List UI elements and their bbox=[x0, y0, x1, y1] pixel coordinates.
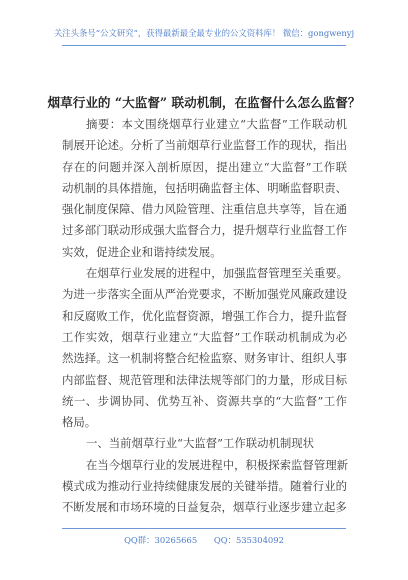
footer-divider bbox=[62, 528, 346, 529]
contact-footer bbox=[0, 534, 408, 546]
paragraph-line: 工作实效，烟草行业建立“大监督”工作联动机制成为必 bbox=[62, 329, 347, 344]
header-divider bbox=[62, 45, 346, 46]
qq-number-text: QQ：535304092 bbox=[213, 535, 284, 545]
paragraph-line: 为进一步落实全面从严治党要求，不断加强党风廉政建设 bbox=[62, 287, 347, 302]
paragraph-line: 存在的问题并深入剖析原因，提出建立“大监督”工作联 bbox=[62, 159, 347, 174]
qq-group-text: QQ群：30265665 bbox=[124, 535, 198, 545]
paragraph-line: 不断发展和市场环境的日益复杂，烟草行业逐步建立起多 bbox=[62, 500, 347, 515]
paragraph-line: 动机制的具体措施，包括明确监督主体、明晰监督职责、 bbox=[62, 180, 347, 195]
document-title: 烟草行业的 “大监督” 联动机制，在监督什么怎么监督？ bbox=[47, 95, 361, 110]
paragraph-line: 模式成为推动行业持续健康发展的关键举措。随着行业的 bbox=[62, 479, 347, 494]
paragraph-line: 强化制度保障、借力风险管理、注重信息共享等，旨在通 bbox=[62, 202, 347, 217]
paragraph-line: 实效，促进企业和谐持续发展。 bbox=[62, 244, 222, 259]
paragraph-line: 格局。 bbox=[62, 415, 97, 430]
section-heading: 一、当前烟草行业“大监督”工作联动机制现状 bbox=[86, 436, 315, 451]
promo-header: 关注头条号“公文研究”，获得最新最全最专业的公文资料库！ 微信：gongwenyj bbox=[53, 28, 355, 38]
paragraph-line: 过多部门联动形成强大监督合力，提升烟草行业监督工作 bbox=[62, 223, 347, 238]
paragraph-line: 和反腐败工作，优化监督资源，增强工作合力，提升监督 bbox=[62, 308, 347, 323]
paragraph-line: 在烟草行业发展的进程中，加强监督管理至关重要。 bbox=[86, 266, 348, 281]
paragraph-line: 然选择。这一机制将整合纪检监察、财务审计、组织人事 bbox=[62, 351, 347, 366]
document-body bbox=[62, 114, 347, 519]
paragraph-line: 摘要：本文围绕烟草行业建立“大监督”工作联动机 bbox=[86, 117, 347, 131]
paragraph-line: 统一、步调协同、优势互补、资源共享的“大监督”工作 bbox=[62, 393, 347, 408]
paragraph-line: 制展开论述。分析了当前烟草行业监督工作的现状，指出 bbox=[62, 138, 347, 153]
paragraph-line: 内部监督、规范管理和法律法规等部门的力量，形成目标 bbox=[62, 372, 347, 387]
paragraph-line: 在当今烟草行业的发展进程中，积极探索监督管理新 bbox=[86, 457, 348, 472]
